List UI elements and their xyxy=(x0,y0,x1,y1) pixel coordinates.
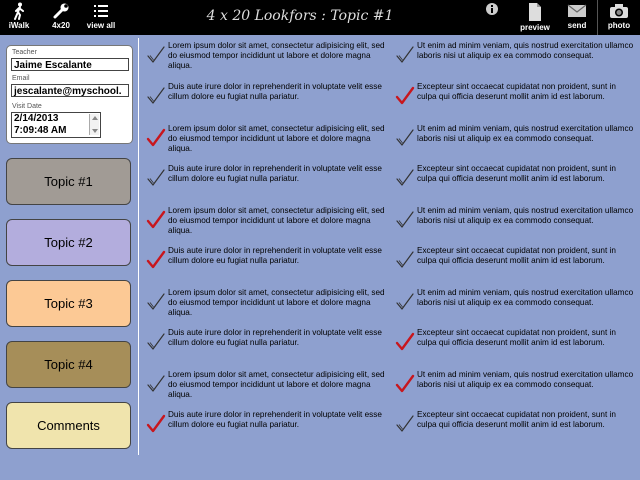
check-mark-icon[interactable] xyxy=(146,292,166,312)
walking-person-icon xyxy=(11,2,27,20)
checklist-item[interactable] xyxy=(146,82,382,112)
top-toolbar xyxy=(0,0,640,35)
checklist-item-text: Excepteur sint occaecat cupidatat non proident, sunt in culpa qui officia deserunt mollit anim id est laborum. xyxy=(417,410,616,429)
envelope-icon xyxy=(567,2,587,20)
checklist-item[interactable] xyxy=(395,328,627,358)
info-icon xyxy=(485,2,499,16)
checklist-item[interactable] xyxy=(395,370,634,400)
fourx20-button[interactable] xyxy=(48,0,74,35)
checklist-item[interactable] xyxy=(146,206,385,236)
topic-3-button[interactable]: Topic #3 xyxy=(6,280,131,327)
checklist-item-text: Lorem ipsum dolor sit amet, consectetur adipisicing elit, sed do eiusmod tempor incididunt ut labore et dolore magna aliqua. xyxy=(168,124,385,153)
check-mark-checked-icon[interactable] xyxy=(395,374,415,394)
check-mark-icon[interactable] xyxy=(395,210,415,230)
check-mark-checked-icon[interactable] xyxy=(146,414,166,434)
check-mark-checked-icon[interactable] xyxy=(146,250,166,270)
send-button[interactable] xyxy=(562,0,592,35)
send-label: send xyxy=(567,21,587,30)
visit-info-panel xyxy=(6,45,133,144)
teacher-label: Teacher xyxy=(12,49,37,56)
checklist-item[interactable] xyxy=(146,124,385,154)
view-all-button[interactable] xyxy=(84,0,118,35)
check-mark-icon[interactable] xyxy=(395,45,415,65)
checklist-item-text: Ut enim ad minim veniam, quis nostrud exercitation ullamco laboris nisi ut aliquip ex ea commodo consequat. xyxy=(417,370,634,389)
toolbar-separator xyxy=(597,0,598,35)
checklist-item[interactable] xyxy=(146,370,385,400)
checklist-item-text: Lorem ipsum dolor sit amet, consectetur adipisicing elit, sed do eiusmod tempor incididunt ut labore et dolore magna aliqua. xyxy=(168,288,385,317)
check-mark-icon[interactable] xyxy=(395,292,415,312)
checklist-item-text: Lorem ipsum dolor sit amet, consectetur adipisicing elit, sed do eiusmod tempor incididunt ut labore et dolore magna aliqua. xyxy=(168,206,385,235)
checklist-item[interactable] xyxy=(146,288,385,318)
checklist-item-text: Duis aute irure dolor in reprehenderit in voluptate velit esse cillum dolore eu fugiat nulla pariatur. xyxy=(168,82,382,101)
checklist-item-text: Duis aute irure dolor in reprehenderit in voluptate velit esse cillum dolore eu fugiat nulla pariatur. xyxy=(168,246,382,265)
checklist-item[interactable] xyxy=(395,288,634,318)
visit-date-field[interactable] xyxy=(11,112,101,138)
checklist-item[interactable] xyxy=(395,410,627,440)
preview-label: preview xyxy=(520,23,550,32)
visit-date-label: Visit Date xyxy=(12,103,42,110)
checklist-item[interactable] xyxy=(146,328,382,358)
checklist-item[interactable] xyxy=(395,164,627,194)
info-button[interactable] xyxy=(482,0,502,35)
check-mark-icon[interactable] xyxy=(395,168,415,188)
email-field[interactable]: jescalante@myschool. xyxy=(11,84,129,97)
check-mark-icon[interactable] xyxy=(395,414,415,434)
list-icon xyxy=(92,2,110,20)
panel-divider xyxy=(138,38,139,455)
checklist-item-text: Ut enim ad minim veniam, quis nostrud exercitation ullamco laboris nisi ut aliquip ex ea commodo consequat. xyxy=(417,288,634,307)
checklist-item-text: Ut enim ad minim veniam, quis nostrud exercitation ullamco laboris nisi ut aliquip ex ea commodo consequat. xyxy=(417,206,634,225)
checklist-item-text: Lorem ipsum dolor sit amet, consectetur adipisicing elit, sed do eiusmod tempor incididunt ut labore et dolore magna aliqua. xyxy=(168,370,385,399)
view-all-label: view all xyxy=(86,21,116,30)
checklist-item-text: Duis aute irure dolor in reprehenderit in voluptate velit esse cillum dolore eu fugiat nulla pariatur. xyxy=(168,164,382,183)
topic-2-button[interactable]: Topic #2 xyxy=(6,219,131,266)
checklist-item[interactable] xyxy=(395,41,634,71)
checklist-item-text: Ut enim ad minim veniam, quis nostrud exercitation ullamco laboris nisi ut aliquip ex ea commodo consequat. xyxy=(417,41,634,60)
check-mark-icon[interactable] xyxy=(395,250,415,270)
check-mark-icon[interactable] xyxy=(146,45,166,65)
checklist-item-text: Duis aute irure dolor in reprehenderit in voluptate velit esse cillum dolore eu fugiat nulla pariatur. xyxy=(168,410,382,429)
checklist-item-text: Ut enim ad minim veniam, quis nostrud exercitation ullamco laboris nisi ut aliquip ex ea commodo consequat. xyxy=(417,124,634,143)
photo-label: photo xyxy=(607,21,631,30)
checklist-item-text: Excepteur sint occaecat cupidatat non proident, sunt in culpa qui officia deserunt mollit anim id est laborum. xyxy=(417,164,616,183)
iwalk-label: iWalk xyxy=(8,21,30,30)
preview-button[interactable] xyxy=(518,0,552,35)
check-mark-icon[interactable] xyxy=(146,86,166,106)
checklist-item[interactable] xyxy=(395,124,634,154)
wrench-icon xyxy=(52,2,70,20)
comments-button[interactable]: Comments xyxy=(6,402,131,449)
photo-button[interactable] xyxy=(604,0,634,35)
check-mark-icon[interactable] xyxy=(146,168,166,188)
check-mark-icon[interactable] xyxy=(146,374,166,394)
check-mark-icon[interactable] xyxy=(146,332,166,352)
checklist-item[interactable] xyxy=(395,246,627,276)
checklist-item[interactable] xyxy=(395,206,634,236)
visit-date-value: 2/14/2013 xyxy=(14,113,59,124)
checklist-item[interactable] xyxy=(146,164,382,194)
checklist-item-text: Excepteur sint occaecat cupidatat non proident, sunt in culpa qui officia deserunt mollit anim id est laborum. xyxy=(417,328,616,347)
topic-1-button[interactable]: Topic #1 xyxy=(6,158,131,205)
checklist-item[interactable] xyxy=(146,410,382,440)
check-mark-checked-icon[interactable] xyxy=(395,86,415,106)
fourx20-label: 4x20 xyxy=(52,21,70,30)
checklist-item-text: Duis aute irure dolor in reprehenderit in voluptate velit esse cillum dolore eu fugiat nulla pariatur. xyxy=(168,328,382,347)
checklist-item-text: Lorem ipsum dolor sit amet, consectetur adipisicing elit, sed do eiusmod tempor incididunt ut labore et dolore magna aliqua. xyxy=(168,41,385,70)
page-title: 4 x 20 Lookfors : Topic #1 xyxy=(206,8,394,24)
check-mark-checked-icon[interactable] xyxy=(395,332,415,352)
checklist-item[interactable] xyxy=(146,41,385,71)
checklist-item-text: Excepteur sint occaecat cupidatat non proident, sunt in culpa qui officia deserunt mollit anim id est laborum. xyxy=(417,82,616,101)
checklist-item[interactable] xyxy=(146,246,382,276)
check-mark-checked-icon[interactable] xyxy=(146,210,166,230)
checklist-item-text: Excepteur sint occaecat cupidatat non proident, sunt in culpa qui officia deserunt mollit anim id est laborum. xyxy=(417,246,616,265)
visit-date-scrollbar[interactable] xyxy=(89,114,99,135)
topic-4-button[interactable]: Topic #4 xyxy=(6,341,131,388)
check-mark-icon[interactable] xyxy=(395,128,415,148)
email-label: Email xyxy=(12,75,30,82)
camera-icon xyxy=(609,2,629,20)
iwalk-button[interactable] xyxy=(4,0,34,35)
check-mark-checked-icon[interactable] xyxy=(146,128,166,148)
teacher-field[interactable]: Jaime Escalante xyxy=(11,58,129,71)
document-icon xyxy=(527,2,543,22)
visit-time-value: 7:09:48 AM xyxy=(14,125,67,136)
checklist-item[interactable] xyxy=(395,82,627,112)
